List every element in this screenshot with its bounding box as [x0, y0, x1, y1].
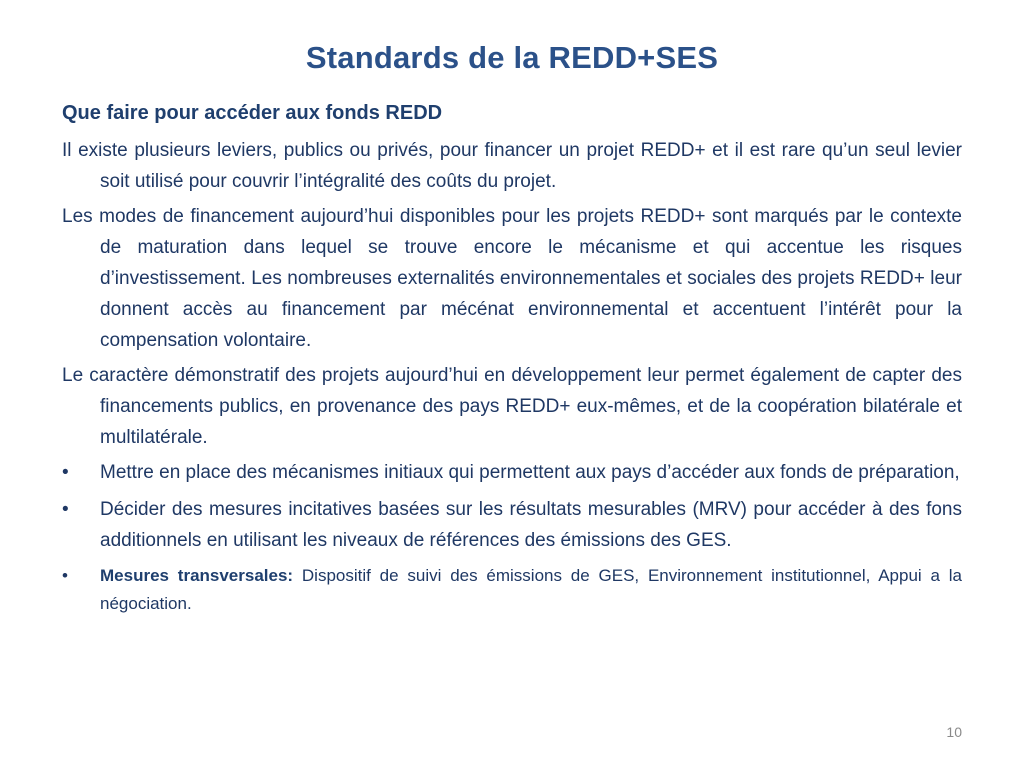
- paragraph-2: Les modes de financement aujourd’hui disponibles pour les projets REDD+ sont marqués par le contexte de maturation dans lequel se trouve encore le mécanisme et qui accentue les risques d’investissement. Les nombreuses externalités environnementales et sociales des projets REDD+ leur donnent accès au financement par mécénat environnemental et accentuent l’intérêt pour la compensation volontaire.: [62, 206, 962, 351]
- bullet-text: Décider des mesures incitatives basées sur les résultats mesurables (MRV) pour accéder à des fons additionnels en utilisant les niveaux de références des émissions des GES.: [100, 499, 962, 551]
- slide-title: Standards de la REDD+SES: [305, 40, 719, 75]
- paragraph-1: Il existe plusieurs leviers, publics ou privés, pour financer un projet REDD+ et il est rare qu’un seul levier soit utilisé pour couvrir l’intégralité des coûts du projet.: [62, 140, 962, 192]
- paragraph-3: Le caractère démonstratif des projets aujourd’hui en développement leur permet également de capter des financements publics, en provenance des pays REDD+ eux-mêmes, et de la coopération bilatérale et multilatérale.: [62, 365, 962, 448]
- bullet-icon: •: [62, 462, 69, 483]
- bullet-icon: •: [62, 499, 69, 520]
- bullet-label: Mesures transversales:: [100, 566, 294, 585]
- subheading: Que faire pour accéder aux fonds REDD: [62, 102, 443, 124]
- slide-content: [62, 102, 962, 624]
- bullet-text: Mettre en place des mécanismes initiaux qui permettent aux pays d’accéder aux fonds de préparation,: [100, 462, 960, 483]
- bullet-item: [62, 494, 962, 556]
- bullet-icon: •: [62, 566, 68, 585]
- page-number: 10: [946, 724, 962, 740]
- bullet-text: Dispositif de suivi des émissions de GES, Environnement institutionnel, Appui a la négociation.: [100, 566, 962, 613]
- bullet-item: [62, 457, 962, 488]
- bullet-item: [62, 562, 962, 618]
